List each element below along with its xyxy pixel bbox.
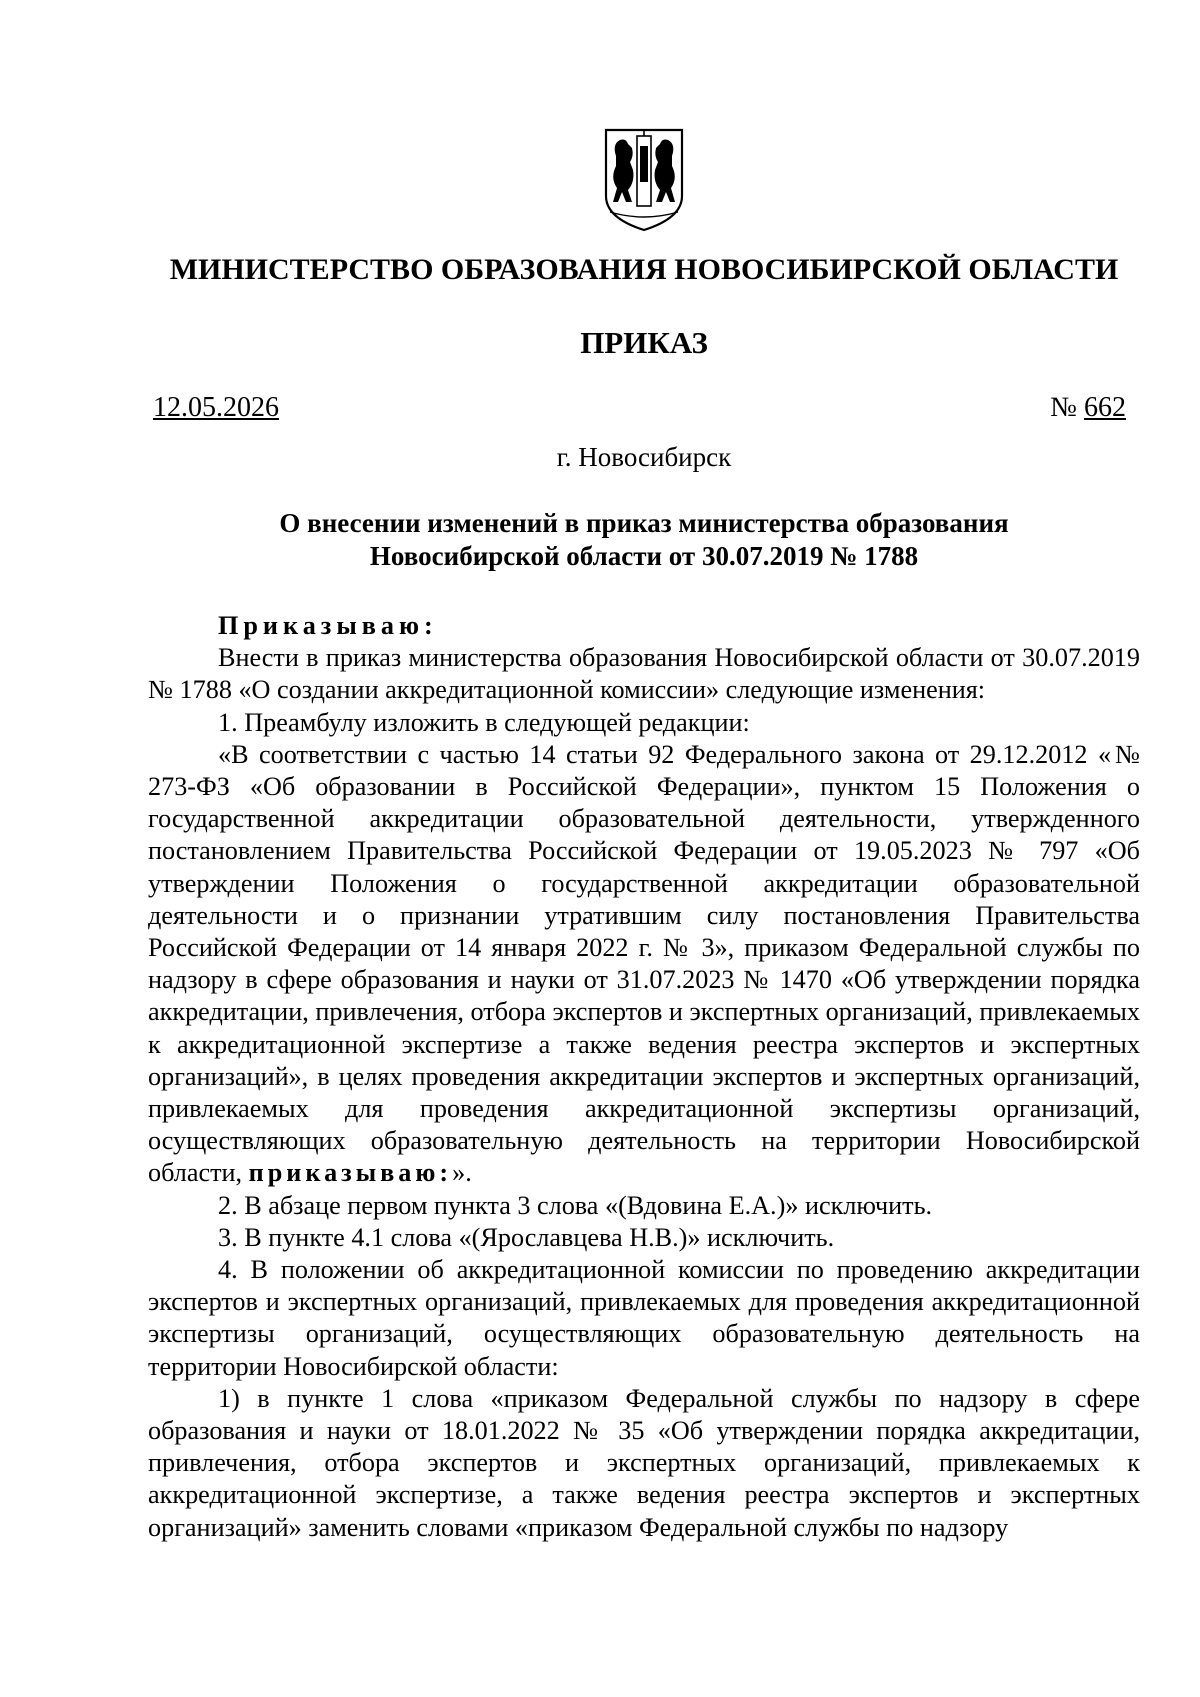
number-value: 662 — [1084, 392, 1126, 423]
paragraph-3-end: ». — [452, 1158, 472, 1188]
subject-line-2: Новосибирской области от 30.07.2019 № 1788 — [369, 541, 919, 571]
city: г. Новосибирск — [556, 442, 732, 472]
number-prefix: № — [1050, 392, 1077, 423]
paragraph-6: 4. В положении об аккредитационной комиссии по проведению аккредитации экспертов и экспертных организаций, привлекаемых для проведения аккредитационной экспертизы организаций, осуществляющих образовательную деятельность на территории Новосибирской области: — [148, 1255, 1140, 1381]
paragraph-3-text: «В соответствии с частью 14 статьи 92 Федерального закона от 29.12.2012 «№ 273-ФЗ «Об образовании в Российской Федерации», пунктом 15 Положения о государственной аккредитации образовательной деятельности, утвержденного постановлением Правительства Российской Федерации от 19.05.2023 № 797 «Об утверждении Положения о государственной аккредитации образовательной деятельности и о признании утратившим силу постановления Правительства Российской Федерации от 14 января 2022 г. № 3», приказом Федеральной службы по надзору в сфере образования и науки от 31.07.2023 № 1470 «Об утверждении порядка аккредитации, привлечения, отбора экспертов и экспертных организаций, привлекаемых к аккредитационной экспертизе а также ведения реестра экспертов и экспертных организаций», в целях проведения аккредитации экспертов и экспертных организаций, привлекаемых для проведения аккредитационной экспертизы организаций, осуществляющих образовательную деятельность на территории Новосибирской области, — [148, 739, 1140, 1188]
paragraph-4: 2. В абзаце первом пункта 3 слова «(Вдовина Е.А.)» исключить. — [218, 1190, 933, 1220]
paragraph-3-order-word: приказываю: — [248, 1158, 453, 1188]
paragraph-5: 3. В пункте 4.1 слова «(Ярославцева Н.В.)» исключить. — [218, 1222, 835, 1252]
order-subject — [0, 507, 1200, 573]
order-word: Приказываю: — [218, 611, 438, 640]
coat-of-arms-icon — [602, 126, 686, 234]
order-date: 12.05.2026 — [153, 392, 279, 423]
order-number — [1050, 392, 1126, 424]
paragraph-1: Внести в приказ министерства образования Новосибирской области от 30.07.2019 № 1788 «О создании аккредитационной комиссии» следующие изменения: — [148, 643, 1140, 705]
paragraph-7: 1) в пункте 1 слова «приказом Федеральной службы по надзору в сфере образования и науки от 18.01.2022 № 35 «Об утверждении порядка аккредитации, привлечения, отбора экспертов и экспертных организаций, привлекаемых к аккредитационной экспертизе, а также ведения реестра экспертов и экспертных организаций» заменить словами «приказом Федеральной службы по надзору — [148, 1383, 1140, 1542]
document-type: ПРИКАЗ — [580, 325, 708, 360]
order-body — [148, 610, 1140, 1544]
ministry-name: МИНИСТЕРСТВО ОБРАЗОВАНИЯ НОВОСИБИРСКОЙ ОБЛАСТИ — [169, 253, 1119, 286]
paragraph-3 — [148, 739, 1140, 1190]
subject-line-1: О внесении изменений в приказ министерства образования — [279, 508, 1009, 538]
paragraph-2: 1. Преамбулу изложить в следующей редакции: — [218, 707, 750, 737]
